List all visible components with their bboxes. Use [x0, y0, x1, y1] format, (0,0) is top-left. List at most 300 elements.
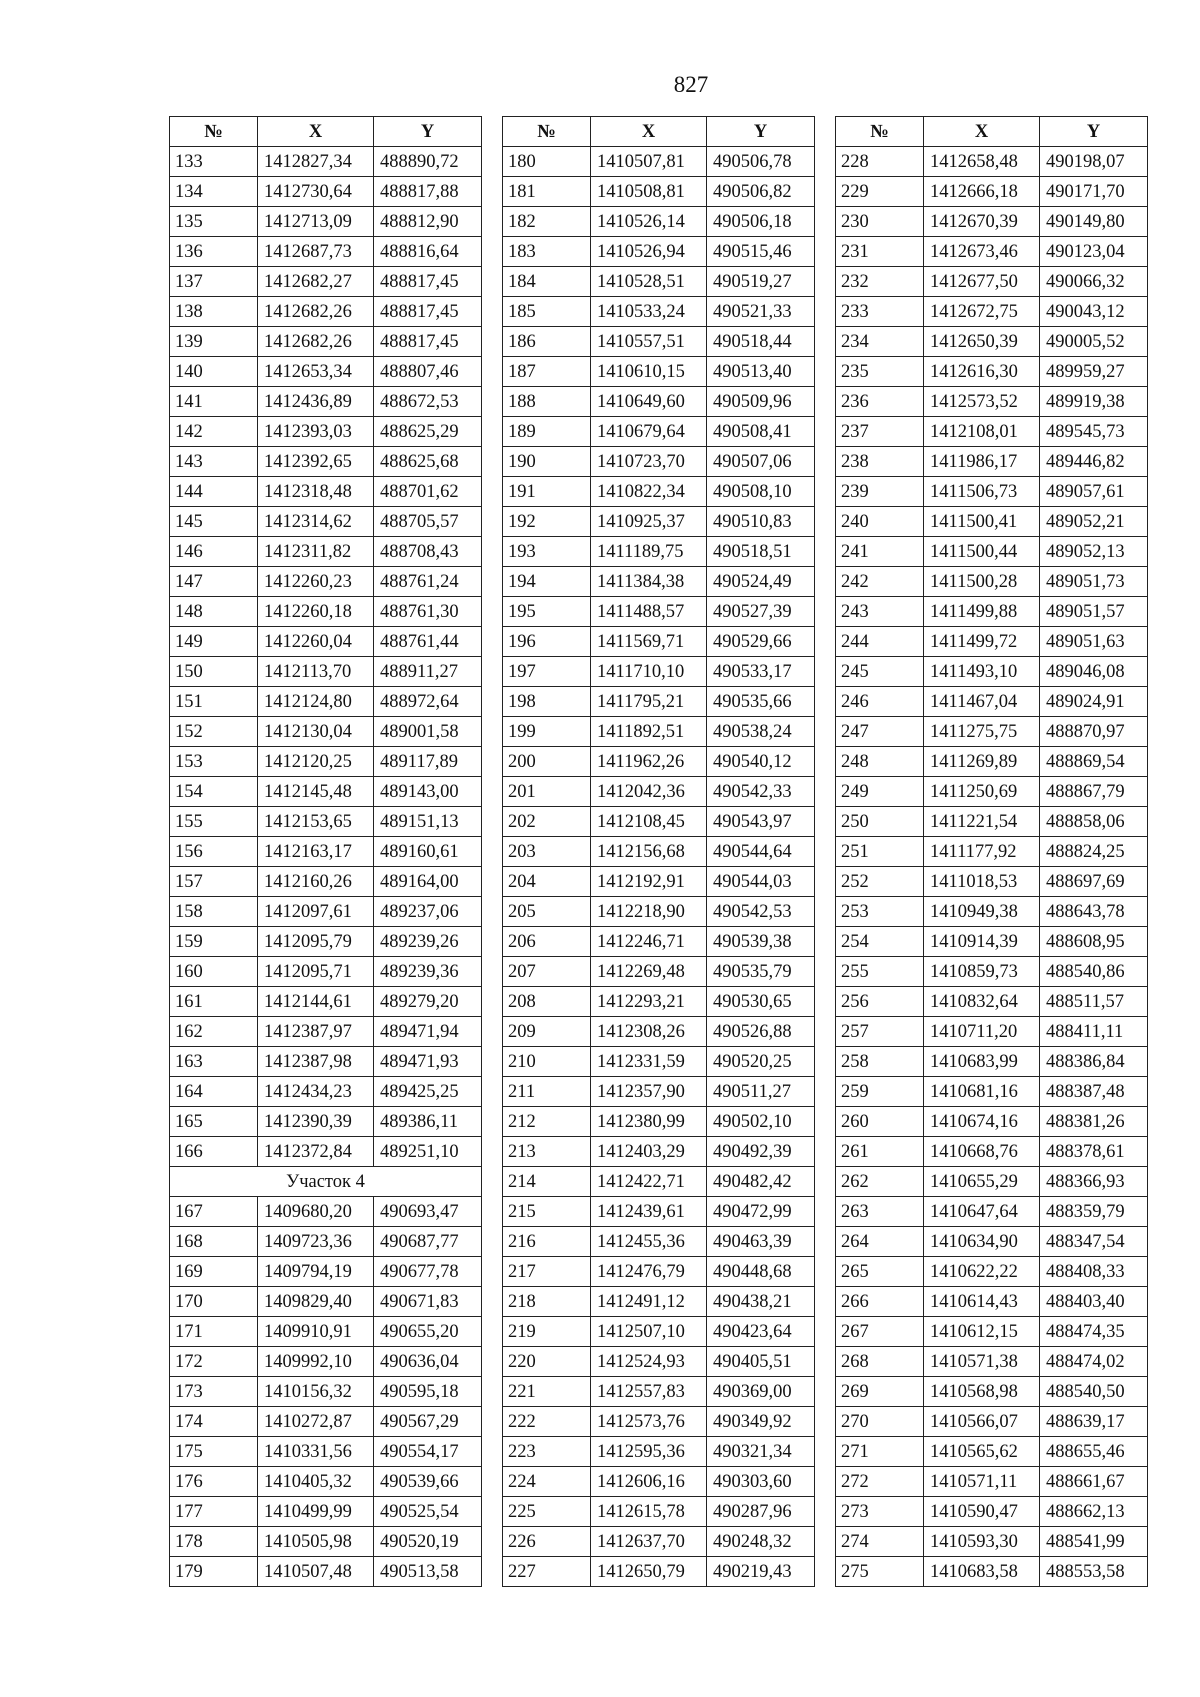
point-number: 229: [836, 177, 924, 207]
column-header-number: №: [503, 117, 591, 147]
x-coordinate: 1412422,71: [591, 1167, 707, 1197]
y-coordinate: 489001,58: [374, 717, 482, 747]
table-header-row: [170, 117, 482, 147]
y-coordinate: 490543,97: [707, 807, 815, 837]
y-coordinate: 490539,38: [707, 927, 815, 957]
x-coordinate: 1410822,34: [591, 477, 707, 507]
table-row: [170, 1557, 482, 1587]
y-coordinate: 489052,13: [1040, 537, 1148, 567]
y-coordinate: 488408,33: [1040, 1257, 1148, 1287]
point-number: 238: [836, 447, 924, 477]
table-row: [503, 537, 815, 567]
column-header-x: X: [258, 117, 374, 147]
table-row: [503, 1407, 815, 1437]
y-coordinate: 490521,33: [707, 297, 815, 327]
y-coordinate: 488672,53: [374, 387, 482, 417]
y-coordinate: 489446,82: [1040, 447, 1148, 477]
point-number: 203: [503, 837, 591, 867]
y-coordinate: 489051,73: [1040, 567, 1148, 597]
x-coordinate: 1411569,71: [591, 627, 707, 657]
x-coordinate: 1412606,16: [591, 1467, 707, 1497]
x-coordinate: 1411221,54: [924, 807, 1040, 837]
x-coordinate: 1412260,23: [258, 567, 374, 597]
point-number: 215: [503, 1197, 591, 1227]
point-number: 165: [170, 1107, 258, 1137]
x-coordinate: 1412144,61: [258, 987, 374, 1017]
y-coordinate: 490508,10: [707, 477, 815, 507]
table-row: [836, 1467, 1148, 1497]
point-number: 135: [170, 207, 258, 237]
point-number: 176: [170, 1467, 258, 1497]
point-number: 231: [836, 237, 924, 267]
table-row: [170, 867, 482, 897]
y-coordinate: 490530,65: [707, 987, 815, 1017]
x-coordinate: 1412393,03: [258, 417, 374, 447]
point-number: 183: [503, 237, 591, 267]
table-row: [836, 1527, 1148, 1557]
table-row: [170, 1527, 482, 1557]
point-number: 148: [170, 597, 258, 627]
point-number: 162: [170, 1017, 258, 1047]
x-coordinate: 1412436,89: [258, 387, 374, 417]
point-number: 169: [170, 1257, 258, 1287]
point-number: 181: [503, 177, 591, 207]
x-coordinate: 1410610,15: [591, 357, 707, 387]
x-coordinate: 1412145,48: [258, 777, 374, 807]
point-number: 164: [170, 1077, 258, 1107]
point-number: 248: [836, 747, 924, 777]
section-label: Участок 4: [170, 1167, 482, 1197]
y-coordinate: 490369,00: [707, 1377, 815, 1407]
x-coordinate: 1411500,44: [924, 537, 1040, 567]
point-number: 224: [503, 1467, 591, 1497]
y-coordinate: 490542,53: [707, 897, 815, 927]
point-number: 260: [836, 1107, 924, 1137]
table-row: [503, 1167, 815, 1197]
point-number: 251: [836, 837, 924, 867]
table-row: [503, 1467, 815, 1497]
x-coordinate: 1412730,64: [258, 177, 374, 207]
y-coordinate: 490518,51: [707, 537, 815, 567]
y-coordinate: 488761,30: [374, 597, 482, 627]
point-number: 191: [503, 477, 591, 507]
x-coordinate: 1409723,36: [258, 1227, 374, 1257]
y-coordinate: 490524,49: [707, 567, 815, 597]
point-number: 273: [836, 1497, 924, 1527]
table-row: [503, 777, 815, 807]
point-number: 167: [170, 1197, 258, 1227]
y-coordinate: 490482,42: [707, 1167, 815, 1197]
y-coordinate: 488625,68: [374, 447, 482, 477]
table-row: [503, 237, 815, 267]
table-row: [836, 1407, 1148, 1437]
table-row: [836, 927, 1148, 957]
column-header-y: Y: [707, 117, 815, 147]
table-row: [503, 1347, 815, 1377]
table-row: [503, 207, 815, 237]
table-row: [170, 417, 482, 447]
y-coordinate: 490520,19: [374, 1527, 482, 1557]
x-coordinate: 1410593,30: [924, 1527, 1040, 1557]
point-number: 155: [170, 807, 258, 837]
table-row: [170, 1047, 482, 1077]
x-coordinate: 1412491,12: [591, 1287, 707, 1317]
point-number: 199: [503, 717, 591, 747]
y-coordinate: 490509,96: [707, 387, 815, 417]
y-coordinate: 489237,06: [374, 897, 482, 927]
x-coordinate: 1412160,26: [258, 867, 374, 897]
y-coordinate: 488541,99: [1040, 1527, 1148, 1557]
x-coordinate: 1411177,92: [924, 837, 1040, 867]
y-coordinate: 488761,44: [374, 627, 482, 657]
y-coordinate: 488701,62: [374, 477, 482, 507]
x-coordinate: 1411250,69: [924, 777, 1040, 807]
point-number: 153: [170, 747, 258, 777]
y-coordinate: 488655,46: [1040, 1437, 1148, 1467]
x-coordinate: 1412827,34: [258, 147, 374, 177]
y-coordinate: 489279,20: [374, 987, 482, 1017]
point-number: 210: [503, 1047, 591, 1077]
point-number: 217: [503, 1257, 591, 1287]
y-coordinate: 488824,25: [1040, 837, 1148, 867]
point-number: 252: [836, 867, 924, 897]
point-number: 244: [836, 627, 924, 657]
y-coordinate: 490463,39: [707, 1227, 815, 1257]
table-row: [503, 957, 815, 987]
y-coordinate: 488761,24: [374, 567, 482, 597]
x-coordinate: 1410526,14: [591, 207, 707, 237]
table-row: [170, 717, 482, 747]
point-number: 180: [503, 147, 591, 177]
x-coordinate: 1410156,32: [258, 1377, 374, 1407]
point-number: 168: [170, 1227, 258, 1257]
x-coordinate: 1410925,37: [591, 507, 707, 537]
point-number: 142: [170, 417, 258, 447]
x-coordinate: 1412192,91: [591, 867, 707, 897]
table-row: [836, 147, 1148, 177]
x-coordinate: 1412387,97: [258, 1017, 374, 1047]
point-number: 272: [836, 1467, 924, 1497]
x-coordinate: 1412524,93: [591, 1347, 707, 1377]
table-row: [170, 1017, 482, 1047]
x-coordinate: 1410668,76: [924, 1137, 1040, 1167]
point-number: 178: [170, 1527, 258, 1557]
x-coordinate: 1412682,27: [258, 267, 374, 297]
y-coordinate: 489057,61: [1040, 477, 1148, 507]
point-number: 236: [836, 387, 924, 417]
point-number: 192: [503, 507, 591, 537]
point-number: 152: [170, 717, 258, 747]
table-row: [170, 267, 482, 297]
x-coordinate: 1409680,20: [258, 1197, 374, 1227]
y-coordinate: 490149,80: [1040, 207, 1148, 237]
x-coordinate: 1412163,17: [258, 837, 374, 867]
point-number: 249: [836, 777, 924, 807]
table-row: [170, 987, 482, 1017]
point-number: 207: [503, 957, 591, 987]
y-coordinate: 490519,27: [707, 267, 815, 297]
point-number: 259: [836, 1077, 924, 1107]
y-coordinate: 490506,82: [707, 177, 815, 207]
y-coordinate: 490508,41: [707, 417, 815, 447]
x-coordinate: 1412260,04: [258, 627, 374, 657]
y-coordinate: 488867,79: [1040, 777, 1148, 807]
y-coordinate: 488347,54: [1040, 1227, 1148, 1257]
coordinates-table-3: [835, 116, 1148, 1587]
point-number: 212: [503, 1107, 591, 1137]
x-coordinate: 1412357,90: [591, 1077, 707, 1107]
y-coordinate: 488705,57: [374, 507, 482, 537]
x-coordinate: 1410612,15: [924, 1317, 1040, 1347]
x-coordinate: 1412314,62: [258, 507, 374, 537]
y-coordinate: 488359,79: [1040, 1197, 1148, 1227]
x-coordinate: 1412672,75: [924, 297, 1040, 327]
table-row: [503, 597, 815, 627]
y-coordinate: 489919,38: [1040, 387, 1148, 417]
x-coordinate: 1412682,26: [258, 297, 374, 327]
table-row: [170, 147, 482, 177]
column-header-y: Y: [374, 117, 482, 147]
y-coordinate: 490554,17: [374, 1437, 482, 1467]
table-row: [170, 1497, 482, 1527]
x-coordinate: 1412658,48: [924, 147, 1040, 177]
coordinates-table-2: [502, 116, 815, 1587]
point-number: 141: [170, 387, 258, 417]
x-coordinate: 1412392,65: [258, 447, 374, 477]
table-row: [503, 807, 815, 837]
table-row: [170, 627, 482, 657]
y-coordinate: 488817,88: [374, 177, 482, 207]
x-coordinate: 1410711,20: [924, 1017, 1040, 1047]
x-coordinate: 1412455,36: [591, 1227, 707, 1257]
x-coordinate: 1412434,23: [258, 1077, 374, 1107]
y-coordinate: 488608,95: [1040, 927, 1148, 957]
x-coordinate: 1410647,64: [924, 1197, 1040, 1227]
table-row: [170, 477, 482, 507]
x-coordinate: 1412387,98: [258, 1047, 374, 1077]
table-row: [503, 1527, 815, 1557]
y-coordinate: 488639,17: [1040, 1407, 1148, 1437]
y-coordinate: 489052,21: [1040, 507, 1148, 537]
x-coordinate: 1410655,29: [924, 1167, 1040, 1197]
table-row: [836, 1377, 1148, 1407]
table-row: [836, 987, 1148, 1017]
point-number: 237: [836, 417, 924, 447]
point-number: 268: [836, 1347, 924, 1377]
table-row: [836, 207, 1148, 237]
point-number: 261: [836, 1137, 924, 1167]
y-coordinate: 488411,11: [1040, 1017, 1148, 1047]
x-coordinate: 1412557,83: [591, 1377, 707, 1407]
y-coordinate: 490520,25: [707, 1047, 815, 1077]
table-header-row: [503, 117, 815, 147]
y-coordinate: 490518,44: [707, 327, 815, 357]
y-coordinate: 488553,58: [1040, 1557, 1148, 1587]
point-number: 159: [170, 927, 258, 957]
point-number: 151: [170, 687, 258, 717]
table-row: [170, 1407, 482, 1437]
table-row: [170, 567, 482, 597]
point-number: 275: [836, 1557, 924, 1587]
table-row: [836, 1137, 1148, 1167]
column-header-x: X: [924, 117, 1040, 147]
x-coordinate: 1411962,26: [591, 747, 707, 777]
x-coordinate: 1411506,73: [924, 477, 1040, 507]
table-row: [170, 1377, 482, 1407]
table-row: [503, 417, 815, 447]
point-number: 139: [170, 327, 258, 357]
point-number: 143: [170, 447, 258, 477]
y-coordinate: 489251,10: [374, 1137, 482, 1167]
x-coordinate: 1410949,38: [924, 897, 1040, 927]
point-number: 205: [503, 897, 591, 927]
table-row: [836, 597, 1148, 627]
table-row: [836, 1497, 1148, 1527]
point-number: 171: [170, 1317, 258, 1347]
point-number: 194: [503, 567, 591, 597]
x-coordinate: 1412380,99: [591, 1107, 707, 1137]
table-header-row: [836, 117, 1148, 147]
point-number: 189: [503, 417, 591, 447]
table-row: [836, 1077, 1148, 1107]
point-number: 219: [503, 1317, 591, 1347]
table-row: [836, 417, 1148, 447]
table-row: [836, 717, 1148, 747]
table-row: [170, 1437, 482, 1467]
point-number: 186: [503, 327, 591, 357]
table-row: [503, 1557, 815, 1587]
y-coordinate: 490636,04: [374, 1347, 482, 1377]
table-row: [170, 507, 482, 537]
point-number: 221: [503, 1377, 591, 1407]
point-number: 182: [503, 207, 591, 237]
y-coordinate: 490198,07: [1040, 147, 1148, 177]
point-number: 196: [503, 627, 591, 657]
y-coordinate: 490506,78: [707, 147, 815, 177]
y-coordinate: 490655,20: [374, 1317, 482, 1347]
point-number: 241: [836, 537, 924, 567]
table-row: [836, 1167, 1148, 1197]
x-coordinate: 1412218,90: [591, 897, 707, 927]
table-row: [836, 1287, 1148, 1317]
x-coordinate: 1412670,39: [924, 207, 1040, 237]
x-coordinate: 1411384,38: [591, 567, 707, 597]
point-number: 156: [170, 837, 258, 867]
y-coordinate: 490405,51: [707, 1347, 815, 1377]
x-coordinate: 1412269,48: [591, 957, 707, 987]
y-coordinate: 490005,52: [1040, 327, 1148, 357]
point-number: 202: [503, 807, 591, 837]
table-row: [503, 687, 815, 717]
y-coordinate: 489545,73: [1040, 417, 1148, 447]
point-number: 242: [836, 567, 924, 597]
y-coordinate: 489151,13: [374, 807, 482, 837]
table-row: [836, 567, 1148, 597]
y-coordinate: 488870,97: [1040, 717, 1148, 747]
y-coordinate: 488817,45: [374, 327, 482, 357]
table-row: [170, 837, 482, 867]
point-number: 170: [170, 1287, 258, 1317]
point-number: 133: [170, 147, 258, 177]
y-coordinate: 490595,18: [374, 1377, 482, 1407]
x-coordinate: 1412308,26: [591, 1017, 707, 1047]
table-row: [170, 1317, 482, 1347]
x-coordinate: 1412095,79: [258, 927, 374, 957]
table-row: [170, 897, 482, 927]
table-row: [503, 567, 815, 597]
x-coordinate: 1412331,59: [591, 1047, 707, 1077]
x-coordinate: 1412615,78: [591, 1497, 707, 1527]
x-coordinate: 1410859,73: [924, 957, 1040, 987]
x-coordinate: 1412156,68: [591, 837, 707, 867]
point-number: 174: [170, 1407, 258, 1437]
point-number: 136: [170, 237, 258, 267]
y-coordinate: 489164,00: [374, 867, 482, 897]
x-coordinate: 1412318,48: [258, 477, 374, 507]
x-coordinate: 1410557,51: [591, 327, 707, 357]
y-coordinate: 488540,86: [1040, 957, 1148, 987]
x-coordinate: 1410634,90: [924, 1227, 1040, 1257]
table-row: [170, 297, 482, 327]
table-row: [503, 927, 815, 957]
table-row: [836, 1047, 1148, 1077]
x-coordinate: 1412439,61: [591, 1197, 707, 1227]
x-coordinate: 1411500,28: [924, 567, 1040, 597]
point-number: 250: [836, 807, 924, 837]
y-coordinate: 488403,40: [1040, 1287, 1148, 1317]
y-coordinate: 488661,67: [1040, 1467, 1148, 1497]
y-coordinate: 488474,35: [1040, 1317, 1148, 1347]
y-coordinate: 490248,32: [707, 1527, 815, 1557]
y-coordinate: 490506,18: [707, 207, 815, 237]
point-number: 240: [836, 507, 924, 537]
table-row: [836, 657, 1148, 687]
table-row: [503, 1287, 815, 1317]
x-coordinate: 1410571,11: [924, 1467, 1040, 1497]
y-coordinate: 488972,64: [374, 687, 482, 717]
point-number: 255: [836, 957, 924, 987]
x-coordinate: 1411500,41: [924, 507, 1040, 537]
x-coordinate: 1411499,88: [924, 597, 1040, 627]
y-coordinate: 490349,92: [707, 1407, 815, 1437]
x-coordinate: 1410508,81: [591, 177, 707, 207]
y-coordinate: 490513,58: [374, 1557, 482, 1587]
table-row: [836, 627, 1148, 657]
point-number: 258: [836, 1047, 924, 1077]
table-row: [170, 1287, 482, 1317]
point-number: 201: [503, 777, 591, 807]
table-row: [836, 1437, 1148, 1467]
table-row: [170, 357, 482, 387]
x-coordinate: 1410571,38: [924, 1347, 1040, 1377]
table-row: [170, 1347, 482, 1377]
table-row: [836, 837, 1148, 867]
y-coordinate: 490438,21: [707, 1287, 815, 1317]
x-coordinate: 1410507,48: [258, 1557, 374, 1587]
table-row: [836, 507, 1148, 537]
point-number: 150: [170, 657, 258, 687]
y-coordinate: 488625,29: [374, 417, 482, 447]
x-coordinate: 1409910,91: [258, 1317, 374, 1347]
y-coordinate: 488890,72: [374, 147, 482, 177]
x-coordinate: 1412682,26: [258, 327, 374, 357]
point-number: 232: [836, 267, 924, 297]
table-row: [836, 807, 1148, 837]
x-coordinate: 1411018,53: [924, 867, 1040, 897]
x-coordinate: 1412108,45: [591, 807, 707, 837]
point-number: 208: [503, 987, 591, 1017]
point-number: 166: [170, 1137, 258, 1167]
